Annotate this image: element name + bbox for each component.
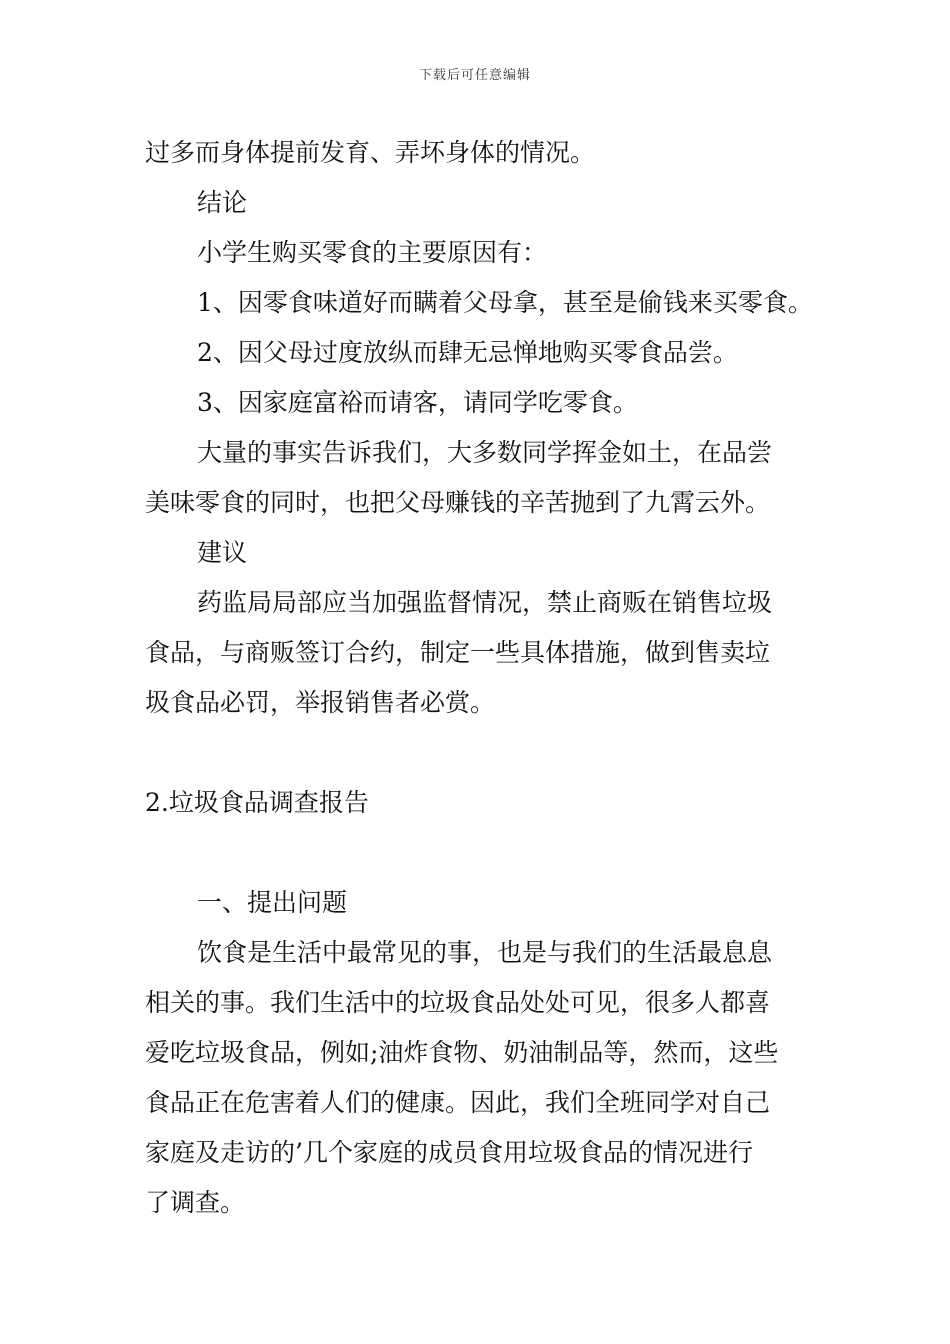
paragraph-line: 药监局局部应当加强监督情况，禁止商贩在销售垃圾 xyxy=(197,588,773,617)
paragraph-line: 家庭及走访的’几个家庭的成员食用垃圾食品的情况进行 xyxy=(145,1138,753,1167)
page-header-note: 下载后可任意编辑 xyxy=(418,68,531,83)
document-body xyxy=(145,128,813,1228)
paragraph-line: 爱吃垃圾食品，例如;油炸食物、奶油制品等，然而，这些 xyxy=(145,1038,779,1067)
paragraph-line: 饮食是生活中最常见的事，也是与我们的生活最息息 xyxy=(197,938,773,967)
paragraph-line: 圾食品必罚，举报销售者必赏。 xyxy=(145,688,496,717)
list-item: 1、因零食味道好而瞒着父母拿，甚至是偷钱来买零食。 xyxy=(197,288,813,317)
section-heading-raise-question: 一、提出问题 xyxy=(197,888,348,917)
list-item: 2、因父母过度放纵而肆无忌惮地购买零食品尝。 xyxy=(197,338,738,367)
paragraph-line: 大量的事实告诉我们，大多数同学挥金如土，在品尝 xyxy=(197,438,773,467)
paragraph-line: 美味零食的同时，也把父母赚钱的辛苦抛到了九霄云外。 xyxy=(145,488,771,517)
section-heading-suggestion: 建议 xyxy=(197,538,248,567)
paragraph-line: 过多而身体提前发育、弄坏身体的情况。 xyxy=(145,138,596,167)
paragraph-line: 食品，与商贩签订合约，制定一些具体措施，做到售卖垃 xyxy=(145,638,771,667)
report-title: 2.垃圾食品调查报告 xyxy=(145,788,369,817)
paragraph-line: 小学生购买零食的主要原因有： xyxy=(197,238,548,267)
paragraph-line: 相关的事。我们生活中的垃圾食品处处可见，很多人都喜 xyxy=(145,988,771,1017)
list-item: 3、因家庭富裕而请客，请同学吃零食。 xyxy=(197,388,638,417)
spacer xyxy=(145,828,810,878)
paragraph-line: 食品正在危害着人们的健康。因此，我们全班同学对自己 xyxy=(145,1088,771,1117)
spacer xyxy=(145,728,810,778)
paragraph-line: 了调查。 xyxy=(145,1188,246,1217)
section-heading-conclusion: 结论 xyxy=(197,188,248,217)
